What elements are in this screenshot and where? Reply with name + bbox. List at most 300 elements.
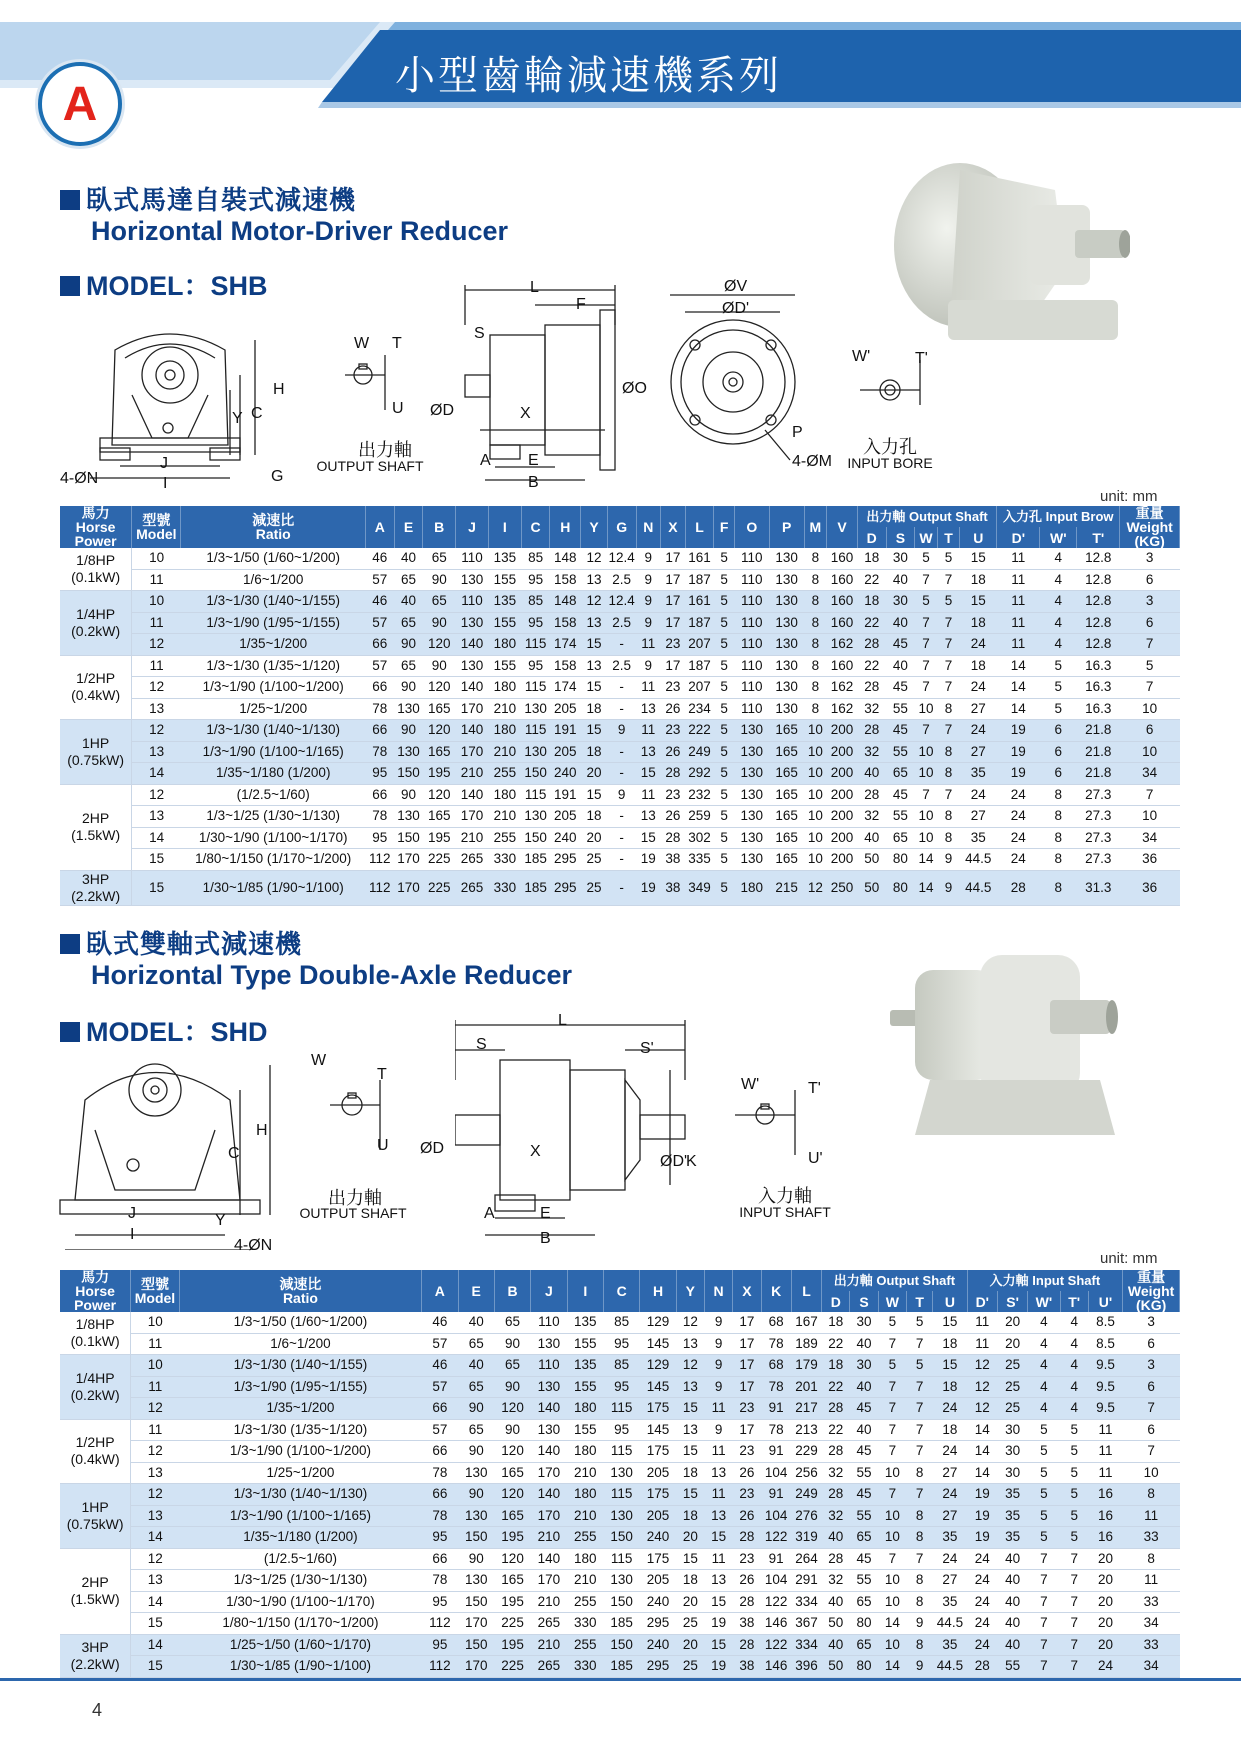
value-cell: 40 [886,569,915,591]
value-cell: 23 [661,784,686,806]
section2-title-en: Horizontal Type Double-Axle Reducer [91,960,573,990]
col-head-weight-line: 重量 [1137,1270,1166,1285]
col-head-weight-line: 重量 [1135,506,1164,521]
value-cell: 8 [804,612,827,634]
horse-power-line: 1/4HP [76,605,116,622]
value-cell: 44.5 [960,849,997,871]
value-cell: 7 [1123,1441,1180,1463]
horse-power-line: 2HP [81,1574,109,1590]
col-head-x: X [733,1270,761,1312]
value-cell: 78 [761,1376,791,1398]
value-cell: 27.3 [1077,806,1120,828]
col-head-out-u: U [960,527,997,548]
value-cell: 200 [827,763,858,785]
value-cell: 23 [733,1484,761,1506]
col-head-out-u: U [933,1291,967,1312]
value-cell: 16 [1088,1484,1122,1506]
value-cell: 65 [394,612,423,634]
value-cell: 11 [997,591,1040,613]
value-cell: 25 [581,870,608,905]
value-cell: 5 [1040,677,1077,699]
value-cell: 10 [878,1591,906,1613]
value-cell: 40 [822,1634,850,1656]
value-cell: 15 [676,1548,704,1570]
value-cell: 30 [886,591,915,613]
value-cell: 45 [850,1398,878,1420]
value-cell: 7 [937,655,960,677]
value-cell: 28 [733,1591,761,1613]
shd-dim-X: X [530,1143,541,1160]
value-cell: 7 [878,1398,906,1420]
value-cell: 85 [521,548,550,569]
col-head-weight-line: (KG) [1135,1297,1167,1312]
value-cell: 66 [365,634,394,656]
shb-output-shaft-en: OUTPUT SHAFT [316,458,424,474]
col-head-i: I [567,1270,603,1312]
shd-dim-A: A [484,1205,495,1222]
value-cell: 35 [933,1591,967,1613]
value-cell: 4 [1028,1333,1060,1355]
table-row [60,806,1180,828]
value-cell: 24 [967,1613,997,1635]
value-cell: 8 [906,1634,932,1656]
value-cell: 25 [676,1656,704,1678]
value-cell: 14 [967,1441,997,1463]
value-cell: 110 [734,591,769,613]
value-cell: 7 [878,1333,906,1355]
value-cell: 4 [1060,1355,1088,1377]
value-cell: 130 [769,698,804,720]
value-cell: 150 [458,1591,494,1613]
col-head-out-d: D [857,527,886,548]
value-cell: 10 [915,763,938,785]
value-cell: 6 [1120,612,1180,634]
value-cell: 24 [997,784,1040,806]
value-cell: 12 [804,870,827,905]
ratio-cell: 1/3~1/30 (1/40~1/155) [179,1355,421,1377]
value-cell: 38 [733,1613,761,1635]
model-cell: 15 [132,849,181,871]
col-head-c: C [521,506,550,548]
section1-title-en: Horizontal Motor-Driver Reducer [91,216,509,246]
table-row [60,763,1180,785]
value-cell: 292 [685,763,714,785]
shd-dim-4N: 4-ØN [234,1237,273,1254]
shb-dim-T: T [392,335,402,352]
value-cell: 120 [423,677,456,699]
value-cell: 10 [1123,1462,1180,1484]
value-cell: 66 [365,720,394,742]
value-cell: 17 [661,569,686,591]
horse-power-cell [60,1355,131,1420]
col-head-e: E [394,506,423,548]
value-cell: 205 [550,698,581,720]
value-cell: 7 [915,720,938,742]
value-cell: 396 [791,1656,821,1678]
value-cell: 31.3 [1077,870,1120,905]
shd-dim-K: K [686,1153,697,1170]
value-cell: 175 [640,1484,676,1506]
value-cell: 9 [704,1355,732,1377]
ratio-cell: 1/25~1/200 [179,1462,421,1484]
value-cell: 90 [458,1398,494,1420]
value-cell: 5 [714,806,735,828]
value-cell: 210 [567,1462,603,1484]
value-cell: 40 [394,548,423,569]
model-cell: 12 [131,1548,179,1570]
value-cell: 66 [365,784,394,806]
value-cell: 55 [886,741,915,763]
value-cell: 24 [960,720,997,742]
value-cell: 140 [531,1548,567,1570]
ratio-cell: 1/35~1/180 (1/200) [179,1527,421,1549]
value-cell: - [607,763,636,785]
value-cell: 213 [791,1419,821,1441]
col-head-horse-power-line: Horse [75,519,116,535]
value-cell: 122 [761,1527,791,1549]
value-cell: 5 [714,698,735,720]
col-head-out-t: T [906,1291,932,1312]
table-row [60,634,1180,656]
value-cell: 23 [661,720,686,742]
value-cell: 23 [733,1548,761,1570]
table-row [60,1548,1180,1570]
value-cell: 34 [1120,763,1180,785]
value-cell: 78 [422,1570,458,1592]
ratio-cell: (1/2.5~1/60) [181,784,366,806]
value-cell: 4 [1060,1312,1088,1333]
col-head-x: X [661,506,686,548]
value-cell: 11 [636,634,661,656]
value-cell: 210 [456,827,489,849]
value-cell: 19 [997,741,1040,763]
value-cell: 11 [704,1441,732,1463]
value-cell: 4 [1028,1312,1060,1333]
value-cell: 28 [822,1484,850,1506]
value-cell: 7 [906,1419,932,1441]
value-cell: 255 [567,1591,603,1613]
value-cell: 57 [422,1333,458,1355]
value-cell: 11 [704,1484,732,1506]
horse-power-line: 1HP [82,734,110,751]
value-cell: 265 [456,870,489,905]
table-row [60,569,1180,591]
value-cell: 4 [1040,569,1077,591]
value-cell: 120 [423,784,456,806]
value-cell: 112 [365,849,394,871]
value-cell: 40 [997,1634,1027,1656]
value-cell: 32 [857,806,886,828]
value-cell: 25 [997,1398,1027,1420]
model-cell: 14 [131,1591,179,1613]
value-cell: 65 [886,763,915,785]
value-cell: 5 [1028,1441,1060,1463]
table-row [60,1634,1180,1656]
value-cell: 65 [850,1634,878,1656]
col-head-out-t: T [937,527,960,548]
value-cell: 17 [733,1419,761,1441]
shb-dim-phiV: ØV [724,278,748,295]
value-cell: 7 [915,784,938,806]
value-cell: 9.5 [1088,1355,1122,1377]
shd-dim-E: E [540,1205,551,1222]
value-cell: 9 [636,655,661,677]
value-cell: 24 [997,827,1040,849]
value-cell: 11 [967,1333,997,1355]
value-cell: 4 [1040,634,1077,656]
value-cell: 90 [494,1376,530,1398]
shb-unit: unit: mm [1100,488,1158,505]
shb-dim-J: J [160,455,168,472]
shb-spec-table [60,506,1180,906]
value-cell: 4 [1028,1376,1060,1398]
value-cell: 150 [458,1527,494,1549]
value-cell: 4 [1040,591,1077,613]
ratio-cell: 1/30~1/85 (1/90~1/100) [181,870,366,905]
value-cell: 8 [937,763,960,785]
table-row [60,849,1180,871]
value-cell: 11 [997,612,1040,634]
ratio-cell: (1/2.5~1/60) [179,1548,421,1570]
value-cell: 5 [1060,1505,1088,1527]
table-row [60,655,1180,677]
value-cell: 65 [850,1591,878,1613]
value-cell: 170 [458,1613,494,1635]
value-cell: 5 [714,569,735,591]
value-cell: 18 [857,548,886,569]
value-cell: 229 [791,1441,821,1463]
value-cell: 334 [791,1591,821,1613]
value-cell: 8 [1040,806,1077,828]
value-cell: 210 [567,1505,603,1527]
value-cell: 18 [960,612,997,634]
shb-dim-Wp: W' [852,348,871,365]
value-cell: 201 [791,1376,821,1398]
col-head-input: 入力孔 Input Brow [997,506,1120,527]
horse-power-cell [60,784,132,870]
value-cell: 165 [769,763,804,785]
value-cell: 13 [581,655,608,677]
value-cell: 7 [1123,1398,1180,1420]
value-cell: 35 [933,1634,967,1656]
value-cell: 130 [394,741,423,763]
value-cell: 11 [967,1312,997,1333]
value-cell: 24 [967,1591,997,1613]
value-cell: 20 [581,827,608,849]
value-cell: 17 [661,591,686,613]
value-cell: 95 [422,1634,458,1656]
col-head-horse-power-line: Power [74,533,117,548]
value-cell: 9.5 [1088,1376,1122,1398]
value-cell: 15 [581,784,608,806]
value-cell: 85 [521,591,550,613]
value-cell: 265 [456,849,489,871]
value-cell: 7 [937,634,960,656]
model-cell: 12 [131,1484,179,1506]
value-cell: 27.3 [1077,784,1120,806]
value-cell: 27.3 [1077,849,1120,871]
horse-power-line: (0.1kW) [70,1333,120,1349]
value-cell: 95 [603,1376,639,1398]
value-cell: 13 [636,741,661,763]
value-cell: 110 [734,569,769,591]
value-cell: 13 [636,698,661,720]
value-cell: 10 [878,1462,906,1484]
value-cell: 44.5 [933,1613,967,1635]
shb-input-bore-cn: 入力孔 [863,437,917,457]
horse-power-line: (2.2kW) [70,1655,120,1672]
value-cell: 165 [769,849,804,871]
value-cell: 256 [791,1462,821,1484]
value-cell: 90 [458,1484,494,1506]
value-cell: 18 [676,1462,704,1484]
shd-dim-phiD: ØD [420,1140,444,1157]
value-cell: 40 [857,827,886,849]
value-cell: 90 [394,677,423,699]
value-cell: 40 [458,1355,494,1377]
value-cell: 13 [676,1376,704,1398]
value-cell: 18 [933,1419,967,1441]
value-cell: 162 [827,698,858,720]
shb-dim-B: B [528,474,539,491]
value-cell: 255 [488,827,521,849]
value-cell: 7 [915,677,938,699]
horse-power-cell [60,1312,131,1355]
value-cell: 130 [521,698,550,720]
value-cell: 91 [761,1398,791,1420]
value-cell: 22 [857,612,886,634]
value-cell: 55 [850,1505,878,1527]
value-cell: 130 [531,1419,567,1441]
value-cell: 205 [640,1570,676,1592]
value-cell: 90 [458,1441,494,1463]
ratio-cell: 1/80~1/150 (1/170~1/200) [181,849,366,871]
value-cell: 170 [394,849,423,871]
value-cell: 12 [967,1376,997,1398]
value-cell: 30 [997,1462,1027,1484]
value-cell: 140 [531,1441,567,1463]
shb-dim-L: L [530,279,539,296]
value-cell: 28 [967,1656,997,1678]
col-head-k: K [761,1270,791,1312]
value-cell: 200 [827,827,858,849]
value-cell: 33 [1123,1591,1180,1613]
value-cell: 65 [394,655,423,677]
value-cell: 15 [581,677,608,699]
value-cell: 2.5 [607,612,636,634]
horse-power-line: (1.5kW) [70,1591,120,1607]
value-cell: 8 [937,827,960,849]
value-cell: 5 [915,548,938,569]
col-head-model [131,1270,179,1312]
value-cell: 5 [1060,1484,1088,1506]
value-cell: 112 [365,870,394,905]
value-cell: 174 [550,677,581,699]
shb-dim-Y: Y [232,410,243,427]
value-cell: - [607,634,636,656]
value-cell: 66 [422,1441,458,1463]
model-cell: 12 [132,784,181,806]
value-cell: 14 [967,1462,997,1484]
value-cell: 6 [1123,1333,1180,1355]
table-row [60,1419,1180,1441]
value-cell: 115 [603,1398,639,1420]
value-cell: 180 [488,784,521,806]
table-row [60,1333,1180,1355]
value-cell: 10 [804,741,827,763]
value-cell: 155 [488,569,521,591]
shb-side-view-drawing [435,285,645,495]
value-cell: 7 [878,1441,906,1463]
value-cell: 130 [456,655,489,677]
value-cell: 195 [423,827,456,849]
value-cell: 28 [857,634,886,656]
value-cell: 5 [1060,1462,1088,1484]
value-cell: 6 [1123,1376,1180,1398]
value-cell: 85 [603,1312,639,1333]
value-cell: 24 [933,1398,967,1420]
value-cell: 80 [886,849,915,871]
value-cell: 167 [791,1312,821,1333]
value-cell: 140 [456,720,489,742]
value-cell: 16.3 [1077,655,1120,677]
shb-dim-4M: 4-ØM [792,453,832,470]
value-cell: 12.4 [607,591,636,613]
value-cell: 180 [488,634,521,656]
value-cell: 24 [997,849,1040,871]
shb-dim-H: H [273,381,285,398]
value-cell: 15 [636,763,661,785]
value-cell: 8 [804,677,827,699]
value-cell: 165 [423,806,456,828]
value-cell: 130 [521,741,550,763]
shd-dim-S: S [476,1036,487,1053]
value-cell: 26 [661,741,686,763]
value-cell: 185 [603,1656,639,1678]
value-cell: 68 [761,1312,791,1333]
value-cell: 15 [704,1527,732,1549]
value-cell: 65 [423,548,456,569]
value-cell: 20 [1088,1634,1122,1656]
value-cell: 95 [365,763,394,785]
value-cell: 207 [685,634,714,656]
shd-dim-J: J [128,1205,136,1222]
value-cell: 8 [906,1505,932,1527]
value-cell: 12 [967,1398,997,1420]
value-cell: 24 [967,1570,997,1592]
value-cell: 27 [960,806,997,828]
value-cell: 11 [636,784,661,806]
value-cell: 104 [761,1462,791,1484]
value-cell: 240 [550,763,581,785]
value-cell: 180 [488,720,521,742]
value-cell: 30 [997,1419,1027,1441]
value-cell: 18 [960,655,997,677]
value-cell: 240 [550,827,581,849]
shd-dim-T: T [377,1066,387,1083]
shb-front-view-drawing [60,320,300,495]
value-cell: 8 [1040,870,1077,905]
value-cell: 7 [1060,1634,1088,1656]
value-cell: 3 [1120,591,1180,613]
value-cell: 265 [531,1613,567,1635]
value-cell: 155 [567,1376,603,1398]
value-cell: 180 [734,870,769,905]
value-cell: 180 [567,1548,603,1570]
value-cell: 330 [488,870,521,905]
value-cell: 18 [822,1312,850,1333]
value-cell: 27 [960,741,997,763]
